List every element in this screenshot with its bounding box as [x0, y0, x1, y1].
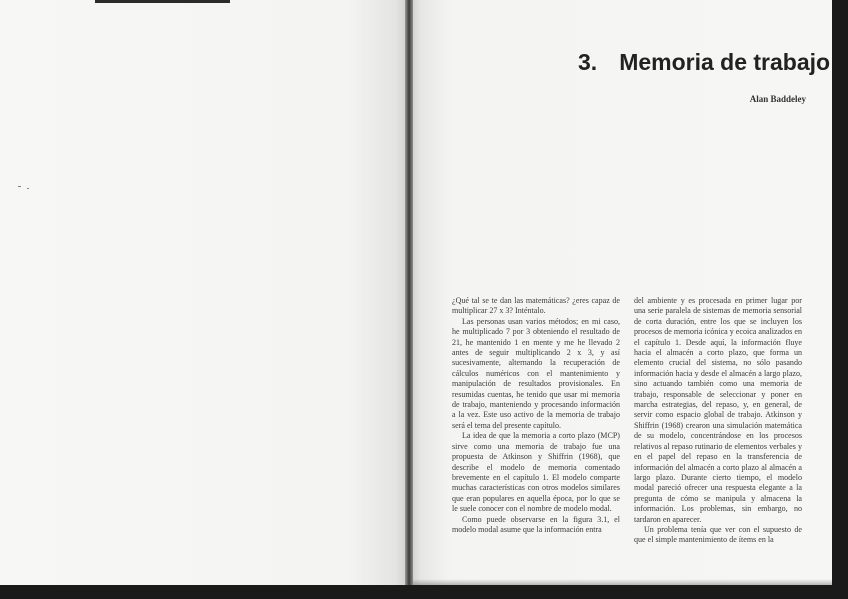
chapter-heading — [578, 49, 831, 76]
chapter-author: Alan Baddeley — [749, 94, 806, 104]
page-edge-mark — [95, 0, 230, 3]
paragraph: Como puede observarse en la figura 3.1, el modelo modal asume que la información entra — [452, 514, 620, 534]
paragraph: La idea de que la memoria a corto plazo (MCP) sirve como una memoria de trabajo fue una propuesta de Atkinson y Shiffrin (1968), que describe el modelo de memoria comentado brevemente en el capítulo 1. El modelo comparte muchas características con otros modelos similares que eran populares en aquella época, por lo que se le suele conocer con el nombre de modelo modal. — [452, 431, 620, 514]
scan-speck — [18, 186, 21, 187]
scan-border-bottom — [0, 585, 848, 599]
paragraph: del ambiente y es procesada en primer lugar por una serie paralela de sistemas de memoria sensorial de corta duración, entre los que se incluyen los procesos de memoria icónica y ecoica analizados en el capítulo 1. Desde aquí, la información fluye hacia el almacén a corto plazo, que forma un elemento crucial del sistema, no sólo pasando información hacia y desde el almacén a largo plazo, sino actuando también como una memoria de trabajo, responsable de seleccionar y poner en marcha estrategias, del repaso, y, en general, de servir como espacio global de trabajo. Atkinson y Shiffrin (1968) crearon una simulación matemática de su modelo, concentrándose en los procesos relativos al repaso rutinario de elementos verbales y en el papel del repaso en la transferencia de información del almacén a corto plazo al almacén a largo plazo. Durante cierto tiempo, el modelo modal pareció ofrecer una respuesta elegante a la pregunta de cómo se manipula y almacena la información. Los problemas, sin embargo, no tardaron en aparecer. — [634, 296, 802, 524]
chapter-number: 3. — [578, 49, 598, 75]
right-page — [408, 0, 832, 585]
paragraph: Un problema tenía que ver con el supuesto de que el simple mantenimiento de ítems en la — [634, 524, 802, 545]
text-column-left — [452, 296, 620, 535]
text-column-right — [634, 296, 802, 546]
paragraph: ¿Qué tal se te dan las matemáticas? ¿eres capaz de multiplicar 27 x 3? Inténtalo. — [452, 296, 620, 316]
left-page — [0, 0, 408, 585]
chapter-title: Memoria de trabajo — [619, 49, 831, 75]
paragraph: Las personas usan varios métodos; en mi caso, he multiplicado 7 por 3 obteniendo el resultado de 21, he mantenido 1 en mente y me he llevado 2 antes de seguir multiplicando 2 x 3, y así sucesivamente, alternando la recuperación de cálculos numéricos con el mantenimiento y manipulación de resultados provisionales. En resumidas cuentas, he tenido que usar mi memoria de trabajo, manteniendo y procesando información a la vez. Este uso activo de la memoria de trabajo será el tema del presente capítulo. — [452, 316, 620, 430]
book-gutter — [405, 0, 413, 585]
scan-speck — [27, 188, 29, 189]
